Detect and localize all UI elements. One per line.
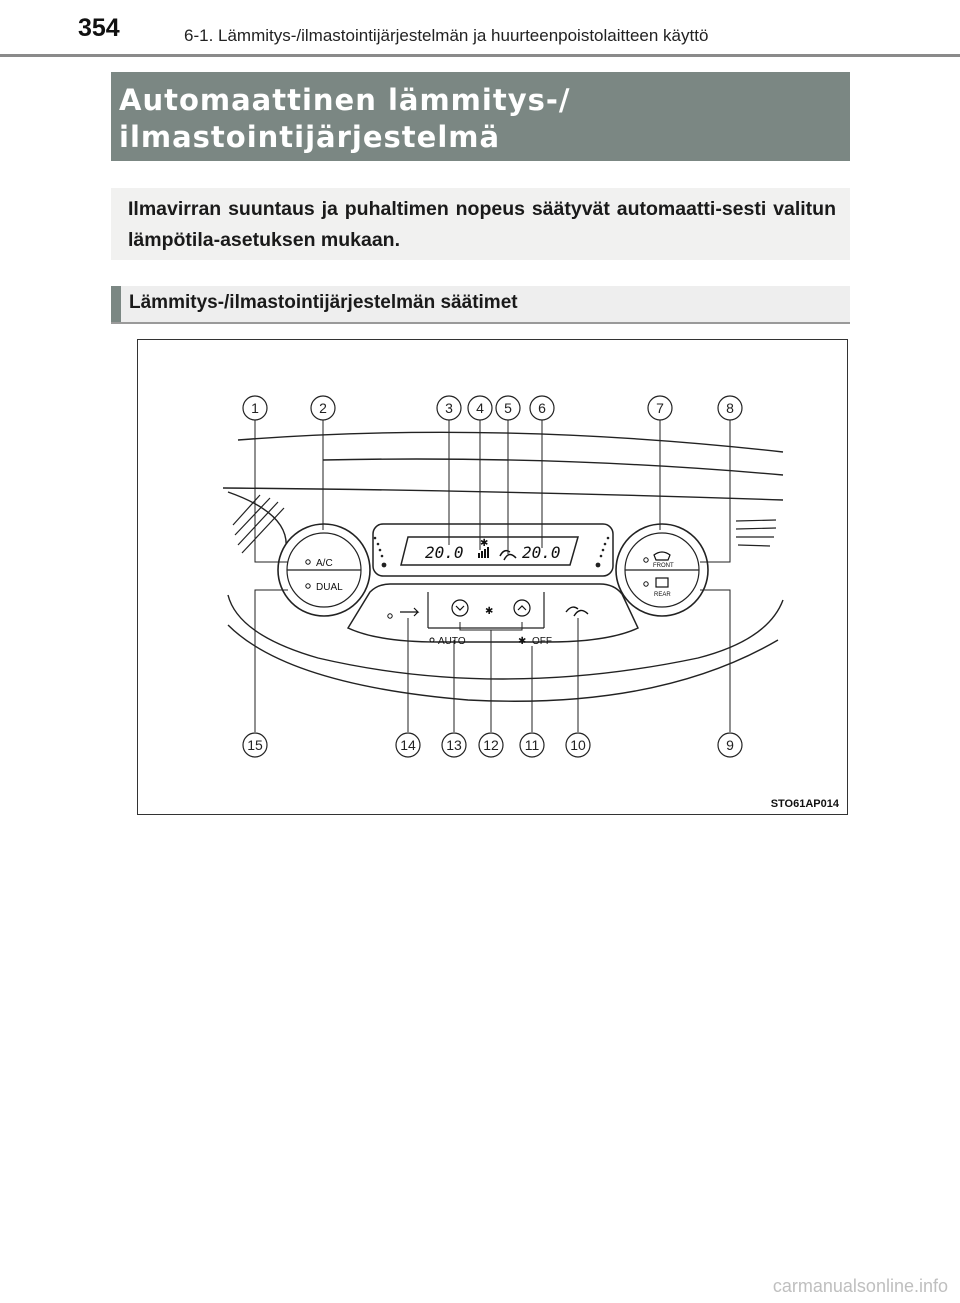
dual-button-label: DUAL bbox=[316, 582, 343, 593]
callouts-bottom bbox=[243, 733, 742, 757]
callout-11: 11 bbox=[524, 737, 540, 753]
ac-button-label: A/C bbox=[316, 558, 333, 569]
control-panel-figure bbox=[137, 339, 848, 815]
right-vent-lines bbox=[736, 520, 776, 546]
callout-14: 14 bbox=[400, 737, 416, 753]
callout-9: 9 bbox=[726, 737, 734, 753]
page-title-line-2: ilmastointijärjestelmä bbox=[119, 120, 501, 154]
section-heading-box bbox=[111, 286, 850, 324]
watermark: carmanualsonline.info bbox=[772, 1276, 948, 1296]
callout-3: 3 bbox=[445, 400, 453, 416]
left-vent-hatch bbox=[233, 495, 284, 553]
right-dial bbox=[616, 524, 708, 616]
svg-text:✱: ✱ bbox=[480, 538, 489, 549]
page-number: 354 bbox=[78, 14, 120, 42]
auto-button-label: AUTO bbox=[438, 636, 466, 647]
callout-13: 13 bbox=[446, 737, 462, 753]
intro-box bbox=[111, 188, 850, 260]
left-dial bbox=[278, 524, 370, 616]
intro-text: Ilmavirran suuntaus ja puhaltimen nopeus säätyvät automaatti-sesti valitun lämpötila-asetuksen mukaan. bbox=[128, 198, 836, 251]
rear-button-label: REAR bbox=[654, 592, 671, 598]
callout-4: 4 bbox=[476, 400, 484, 416]
figure-code: STO61AP014 bbox=[770, 798, 839, 810]
front-button-label: FRONT bbox=[653, 563, 674, 569]
section-heading-bar bbox=[111, 286, 121, 322]
temp-right-readout: 20.0 bbox=[522, 543, 561, 562]
callout-1: 1 bbox=[251, 400, 259, 416]
callout-7: 7 bbox=[656, 400, 664, 416]
control-panel-illustration bbox=[138, 340, 849, 816]
running-head: 6-1. Lämmitys-/ilmastointijärjestelmän ja huurteenpoistolaitteen käyttö bbox=[184, 26, 709, 45]
callout-8: 8 bbox=[726, 400, 734, 416]
callout-5: 5 bbox=[504, 400, 512, 416]
fan-off-icon: ✱ bbox=[518, 636, 527, 647]
off-button-label: OFF bbox=[532, 636, 552, 647]
temp-left-readout: 20.0 bbox=[425, 543, 464, 562]
fan-icon: ✱ bbox=[485, 606, 494, 617]
callout-2: 2 bbox=[319, 400, 327, 416]
callout-6: 6 bbox=[538, 400, 546, 416]
callout-12: 12 bbox=[483, 737, 499, 753]
section-heading: Lämmitys-/ilmastointijärjestelmän säätimet bbox=[129, 292, 518, 313]
callout-10: 10 bbox=[570, 737, 586, 753]
page-title-line-1: Automaattinen lämmitys-/ bbox=[119, 83, 571, 117]
page-title bbox=[119, 82, 839, 156]
callouts-top bbox=[243, 396, 742, 420]
title-box bbox=[111, 72, 850, 161]
callout-15: 15 bbox=[247, 737, 263, 753]
header-rule bbox=[0, 54, 960, 57]
